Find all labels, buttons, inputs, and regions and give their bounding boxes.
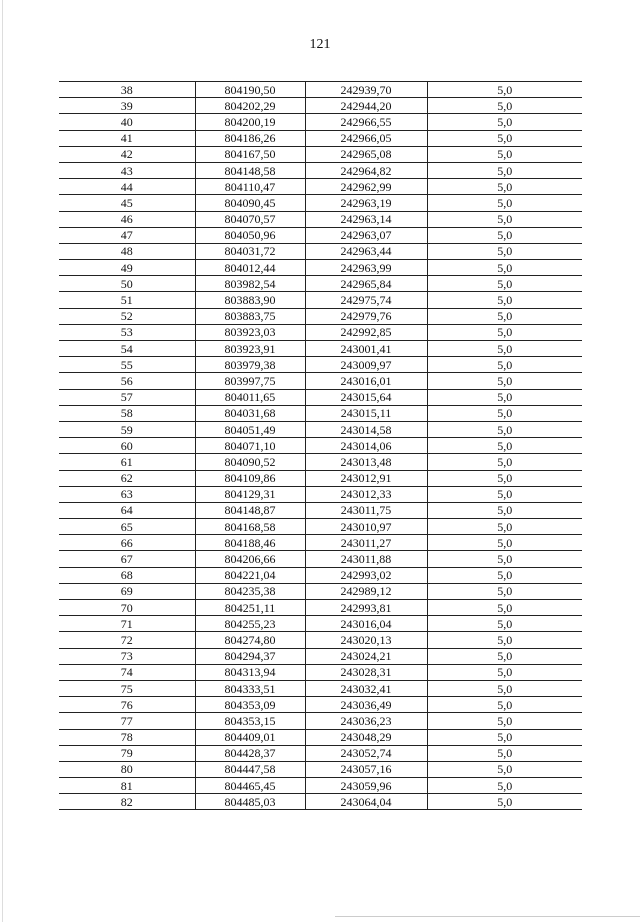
y-coordinate-cell: 243014,58	[305, 421, 427, 437]
y-coordinate-cell: 242964,82	[305, 162, 427, 178]
table-row	[59, 130, 582, 146]
accuracy-cell: 5,0	[427, 502, 582, 518]
x-coordinate-cell: 804129,31	[195, 486, 305, 502]
y-coordinate-cell: 243036,49	[305, 697, 427, 713]
y-coordinate-cell: 243057,16	[305, 761, 427, 777]
point-number-cell: 60	[59, 438, 195, 454]
y-coordinate-cell: 243011,27	[305, 535, 427, 551]
table-row	[59, 551, 582, 567]
x-coordinate-cell: 804313,94	[195, 664, 305, 680]
point-number-cell: 58	[59, 405, 195, 421]
point-number-cell: 69	[59, 583, 195, 599]
accuracy-cell: 5,0	[427, 98, 582, 114]
y-coordinate-cell: 243028,31	[305, 664, 427, 680]
x-coordinate-cell: 804188,46	[195, 535, 305, 551]
accuracy-cell: 5,0	[427, 324, 582, 340]
point-number-cell: 43	[59, 162, 195, 178]
y-coordinate-cell: 243010,97	[305, 519, 427, 535]
x-coordinate-cell: 804012,44	[195, 260, 305, 276]
x-coordinate-cell: 804110,47	[195, 179, 305, 195]
y-coordinate-cell: 242966,55	[305, 114, 427, 130]
point-number-cell: 45	[59, 195, 195, 211]
point-number-cell: 74	[59, 664, 195, 680]
y-coordinate-cell: 243020,13	[305, 632, 427, 648]
y-coordinate-cell: 243032,41	[305, 680, 427, 696]
table-row	[59, 648, 582, 664]
x-coordinate-cell: 804485,03	[195, 794, 305, 810]
y-coordinate-cell: 242963,14	[305, 211, 427, 227]
point-number-cell: 59	[59, 421, 195, 437]
point-number-cell: 39	[59, 98, 195, 114]
table-row	[59, 470, 582, 486]
table-row	[59, 179, 582, 195]
accuracy-cell: 5,0	[427, 243, 582, 259]
x-coordinate-cell: 804465,45	[195, 778, 305, 794]
accuracy-cell: 5,0	[427, 616, 582, 632]
x-coordinate-cell: 804409,01	[195, 729, 305, 745]
accuracy-cell: 5,0	[427, 648, 582, 664]
y-coordinate-cell: 243024,21	[305, 648, 427, 664]
y-coordinate-cell: 243015,11	[305, 405, 427, 421]
point-number-cell: 40	[59, 114, 195, 130]
table-row	[59, 697, 582, 713]
point-number-cell: 82	[59, 794, 195, 810]
x-coordinate-cell: 804333,51	[195, 680, 305, 696]
x-coordinate-cell: 804148,87	[195, 502, 305, 518]
x-coordinate-cell: 804221,04	[195, 567, 305, 583]
point-number-cell: 78	[59, 729, 195, 745]
point-number-cell: 81	[59, 778, 195, 794]
y-coordinate-cell: 243009,97	[305, 357, 427, 373]
accuracy-cell: 5,0	[427, 486, 582, 502]
point-number-cell: 42	[59, 146, 195, 162]
y-coordinate-cell: 243011,75	[305, 502, 427, 518]
scan-edge-line	[2, 0, 3, 922]
x-coordinate-cell: 804051,49	[195, 421, 305, 437]
accuracy-cell: 5,0	[427, 146, 582, 162]
accuracy-cell: 5,0	[427, 82, 582, 98]
accuracy-cell: 5,0	[427, 405, 582, 421]
table-row	[59, 211, 582, 227]
accuracy-cell: 5,0	[427, 551, 582, 567]
y-coordinate-cell: 242939,70	[305, 82, 427, 98]
y-coordinate-cell: 243048,29	[305, 729, 427, 745]
accuracy-cell: 5,0	[427, 697, 582, 713]
table-row	[59, 292, 582, 308]
table-row	[59, 146, 582, 162]
point-number-cell: 70	[59, 600, 195, 616]
point-number-cell: 67	[59, 551, 195, 567]
y-coordinate-cell: 243036,23	[305, 713, 427, 729]
table-row	[59, 745, 582, 761]
table-row	[59, 535, 582, 551]
y-coordinate-cell: 243014,06	[305, 438, 427, 454]
y-coordinate-cell: 242993,02	[305, 567, 427, 583]
point-number-cell: 55	[59, 357, 195, 373]
table-row	[59, 421, 582, 437]
table-row	[59, 98, 582, 114]
point-number-cell: 68	[59, 567, 195, 583]
y-coordinate-cell: 243001,41	[305, 341, 427, 357]
x-coordinate-cell: 804071,10	[195, 438, 305, 454]
table-row	[59, 454, 582, 470]
point-number-cell: 77	[59, 713, 195, 729]
scan-bottom-line	[335, 916, 640, 917]
y-coordinate-cell: 242963,19	[305, 195, 427, 211]
point-number-cell: 44	[59, 179, 195, 195]
point-number-cell: 65	[59, 519, 195, 535]
page-number: 121	[309, 37, 331, 52]
table-row	[59, 243, 582, 259]
x-coordinate-cell: 804090,52	[195, 454, 305, 470]
accuracy-cell: 5,0	[427, 389, 582, 405]
y-coordinate-cell: 243012,33	[305, 486, 427, 502]
y-coordinate-cell: 243059,96	[305, 778, 427, 794]
y-coordinate-cell: 242993,81	[305, 600, 427, 616]
x-coordinate-cell: 804031,72	[195, 243, 305, 259]
accuracy-cell: 5,0	[427, 130, 582, 146]
table-row	[59, 583, 582, 599]
table-row	[59, 680, 582, 696]
accuracy-cell: 5,0	[427, 292, 582, 308]
x-coordinate-cell: 803979,38	[195, 357, 305, 373]
table-row	[59, 389, 582, 405]
accuracy-cell: 5,0	[427, 535, 582, 551]
accuracy-cell: 5,0	[427, 114, 582, 130]
accuracy-cell: 5,0	[427, 778, 582, 794]
point-number-cell: 50	[59, 276, 195, 292]
point-number-cell: 38	[59, 82, 195, 98]
point-number-cell: 61	[59, 454, 195, 470]
accuracy-cell: 5,0	[427, 373, 582, 389]
x-coordinate-cell: 804090,45	[195, 195, 305, 211]
y-coordinate-cell: 243012,91	[305, 470, 427, 486]
point-number-cell: 80	[59, 761, 195, 777]
accuracy-cell: 5,0	[427, 260, 582, 276]
point-number-cell: 64	[59, 502, 195, 518]
y-coordinate-cell: 242963,99	[305, 260, 427, 276]
coordinates-table-body	[59, 82, 582, 810]
table-row	[59, 778, 582, 794]
point-number-cell: 51	[59, 292, 195, 308]
point-number-cell: 66	[59, 535, 195, 551]
table-row	[59, 324, 582, 340]
accuracy-cell: 5,0	[427, 357, 582, 373]
table-row	[59, 82, 582, 98]
accuracy-cell: 5,0	[427, 227, 582, 243]
y-coordinate-cell: 243052,74	[305, 745, 427, 761]
x-coordinate-cell: 804070,57	[195, 211, 305, 227]
table-row	[59, 567, 582, 583]
table-row	[59, 729, 582, 745]
table-row	[59, 276, 582, 292]
table-row	[59, 486, 582, 502]
x-coordinate-cell: 804294,37	[195, 648, 305, 664]
y-coordinate-cell: 242962,99	[305, 179, 427, 195]
point-number-cell: 71	[59, 616, 195, 632]
point-number-cell: 54	[59, 341, 195, 357]
table-row	[59, 713, 582, 729]
accuracy-cell: 5,0	[427, 713, 582, 729]
table-row	[59, 794, 582, 810]
accuracy-cell: 5,0	[427, 761, 582, 777]
x-coordinate-cell: 804109,86	[195, 470, 305, 486]
point-number-cell: 41	[59, 130, 195, 146]
table-row	[59, 341, 582, 357]
table-row	[59, 616, 582, 632]
x-coordinate-cell: 804031,68	[195, 405, 305, 421]
point-number-cell: 62	[59, 470, 195, 486]
x-coordinate-cell: 804251,11	[195, 600, 305, 616]
accuracy-cell: 5,0	[427, 680, 582, 696]
table-row	[59, 405, 582, 421]
table-row	[59, 761, 582, 777]
point-number-cell: 76	[59, 697, 195, 713]
table-row	[59, 600, 582, 616]
x-coordinate-cell: 804200,19	[195, 114, 305, 130]
x-coordinate-cell: 803982,54	[195, 276, 305, 292]
accuracy-cell: 5,0	[427, 519, 582, 535]
y-coordinate-cell: 242992,85	[305, 324, 427, 340]
accuracy-cell: 5,0	[427, 632, 582, 648]
table-row	[59, 260, 582, 276]
y-coordinate-cell: 243015,64	[305, 389, 427, 405]
table-row	[59, 308, 582, 324]
point-number-cell: 63	[59, 486, 195, 502]
accuracy-cell: 5,0	[427, 567, 582, 583]
point-number-cell: 75	[59, 680, 195, 696]
coordinates-table	[59, 81, 582, 810]
table-row	[59, 162, 582, 178]
accuracy-cell: 5,0	[427, 600, 582, 616]
y-coordinate-cell: 242963,07	[305, 227, 427, 243]
accuracy-cell: 5,0	[427, 308, 582, 324]
x-coordinate-cell: 804235,38	[195, 583, 305, 599]
accuracy-cell: 5,0	[427, 211, 582, 227]
y-coordinate-cell: 242975,74	[305, 292, 427, 308]
point-number-cell: 47	[59, 227, 195, 243]
table-row	[59, 227, 582, 243]
table-row	[59, 632, 582, 648]
y-coordinate-cell: 242965,08	[305, 146, 427, 162]
accuracy-cell: 5,0	[427, 729, 582, 745]
x-coordinate-cell: 804148,58	[195, 162, 305, 178]
x-coordinate-cell: 804428,37	[195, 745, 305, 761]
point-number-cell: 48	[59, 243, 195, 259]
x-coordinate-cell: 804447,58	[195, 761, 305, 777]
point-number-cell: 72	[59, 632, 195, 648]
point-number-cell: 57	[59, 389, 195, 405]
accuracy-cell: 5,0	[427, 421, 582, 437]
accuracy-cell: 5,0	[427, 794, 582, 810]
point-number-cell: 53	[59, 324, 195, 340]
point-number-cell: 52	[59, 308, 195, 324]
y-coordinate-cell: 242944,20	[305, 98, 427, 114]
y-coordinate-cell: 243064,04	[305, 794, 427, 810]
x-coordinate-cell: 804050,96	[195, 227, 305, 243]
point-number-cell: 49	[59, 260, 195, 276]
accuracy-cell: 5,0	[427, 454, 582, 470]
table-row	[59, 373, 582, 389]
x-coordinate-cell: 804353,09	[195, 697, 305, 713]
table-row	[59, 357, 582, 373]
point-number-cell: 79	[59, 745, 195, 761]
x-coordinate-cell: 804190,50	[195, 82, 305, 98]
accuracy-cell: 5,0	[427, 179, 582, 195]
point-number-cell: 73	[59, 648, 195, 664]
table-row	[59, 195, 582, 211]
x-coordinate-cell: 803883,75	[195, 308, 305, 324]
x-coordinate-cell: 803883,90	[195, 292, 305, 308]
accuracy-cell: 5,0	[427, 583, 582, 599]
accuracy-cell: 5,0	[427, 276, 582, 292]
y-coordinate-cell: 242979,76	[305, 308, 427, 324]
x-coordinate-cell: 804202,29	[195, 98, 305, 114]
table-row	[59, 438, 582, 454]
x-coordinate-cell: 804206,66	[195, 551, 305, 567]
x-coordinate-cell: 804186,26	[195, 130, 305, 146]
y-coordinate-cell: 243016,01	[305, 373, 427, 389]
accuracy-cell: 5,0	[427, 341, 582, 357]
y-coordinate-cell: 242966,05	[305, 130, 427, 146]
y-coordinate-cell: 243016,04	[305, 616, 427, 632]
table-row	[59, 519, 582, 535]
x-coordinate-cell: 804274,80	[195, 632, 305, 648]
x-coordinate-cell: 804255,23	[195, 616, 305, 632]
y-coordinate-cell: 243011,88	[305, 551, 427, 567]
x-coordinate-cell: 804168,58	[195, 519, 305, 535]
y-coordinate-cell: 242965,84	[305, 276, 427, 292]
accuracy-cell: 5,0	[427, 470, 582, 486]
y-coordinate-cell: 243013,48	[305, 454, 427, 470]
x-coordinate-cell: 803923,91	[195, 341, 305, 357]
point-number-cell: 56	[59, 373, 195, 389]
accuracy-cell: 5,0	[427, 664, 582, 680]
point-number-cell: 46	[59, 211, 195, 227]
y-coordinate-cell: 242989,12	[305, 583, 427, 599]
x-coordinate-cell: 804011,65	[195, 389, 305, 405]
x-coordinate-cell: 803923,03	[195, 324, 305, 340]
accuracy-cell: 5,0	[427, 162, 582, 178]
x-coordinate-cell: 803997,75	[195, 373, 305, 389]
y-coordinate-cell: 242963,44	[305, 243, 427, 259]
x-coordinate-cell: 804167,50	[195, 146, 305, 162]
table-row	[59, 114, 582, 130]
table-row	[59, 502, 582, 518]
accuracy-cell: 5,0	[427, 745, 582, 761]
accuracy-cell: 5,0	[427, 438, 582, 454]
x-coordinate-cell: 804353,15	[195, 713, 305, 729]
accuracy-cell: 5,0	[427, 195, 582, 211]
table-row	[59, 664, 582, 680]
